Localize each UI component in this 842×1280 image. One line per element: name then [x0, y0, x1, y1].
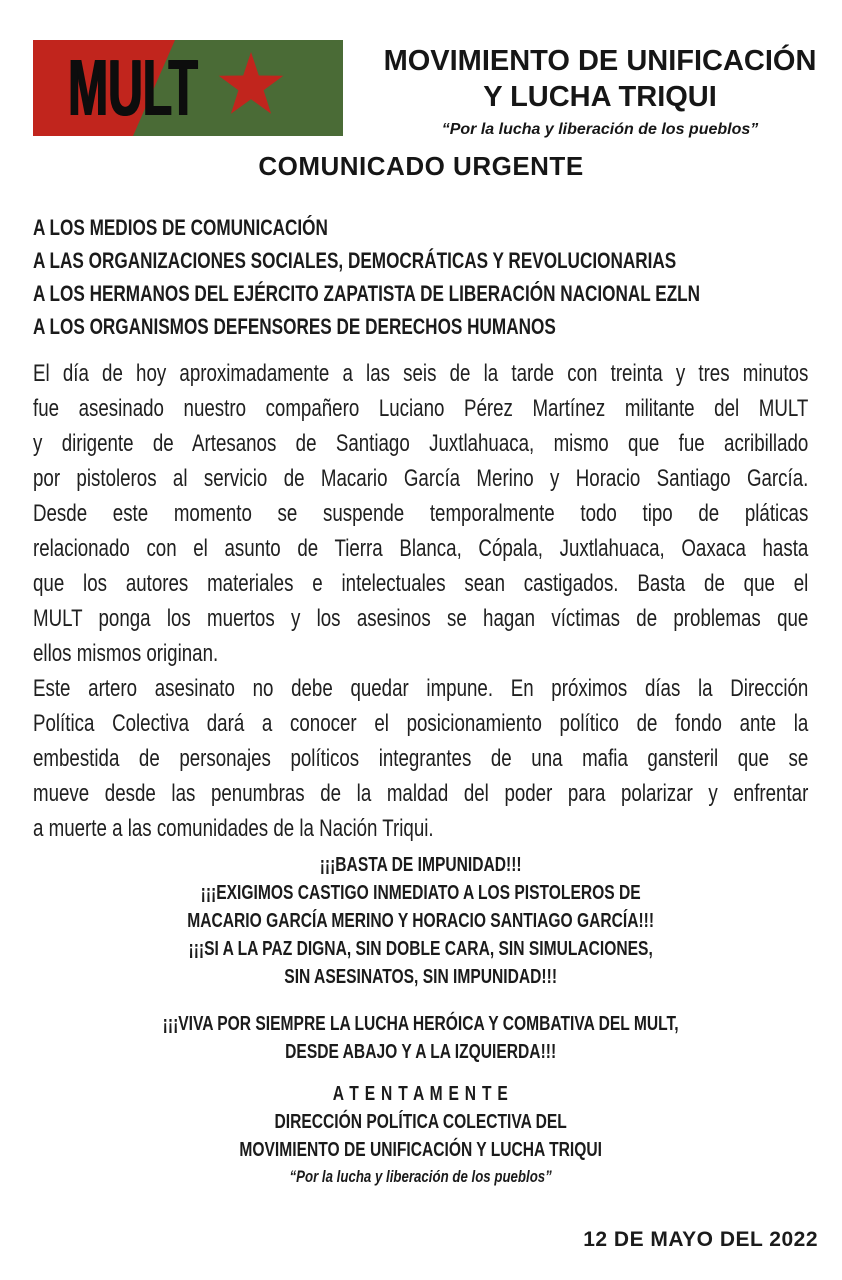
- body-line: y dirigente de Artesanos de Santiago Juxtlahuaca, mismo que fue acribillado: [33, 430, 809, 457]
- slogan-line: DESDE ABAJO Y A LA IZQUIERDA!!!: [285, 1041, 557, 1063]
- slogan-line: ¡¡¡SI A LA PAZ DIGNA, SIN DOBLE CARA, SIN SIMULACIONES,: [188, 938, 653, 960]
- mult-logo: [33, 40, 343, 136]
- addressee-line: A LOS MEDIOS DE COMUNICACIÓN: [33, 215, 328, 240]
- body-line: que los autores materiales e intelectuales sean castigados. Basta de que el: [33, 570, 809, 597]
- slogan-line: SIN ASESINATOS, SIN IMPUNIDAD!!!: [284, 966, 558, 988]
- body-line: Este artero asesinato no debe quedar impune. En próximos días la Dirección: [33, 675, 809, 702]
- body-line: fue asesinado nuestro compañero Luciano Pérez Martínez militante del MULT: [33, 395, 809, 422]
- org-motto: “Por la lucha y liberación de los pueblos”: [441, 121, 759, 138]
- body-line: a muerte a las comunidades de la Nación Triqui.: [33, 815, 434, 842]
- body-line: Política Colectiva dará a conocer el posicionamiento político de fondo ante la: [33, 710, 809, 737]
- signature-salutation: A T E N T A M E N T E: [332, 1083, 509, 1105]
- slogan-line: MACARIO GARCÍA MERINO Y HORACIO SANTIAGO GARCÍA!!!: [187, 910, 655, 932]
- document-date: 12 DE MAYO DEL 2022: [583, 1228, 818, 1251]
- addressee-line: A LOS ORGANISMOS DEFENSORES DE DERECHOS HUMANOS: [33, 314, 556, 339]
- org-title-block: [365, 43, 835, 139]
- signature-org-line1: DIRECCIÓN POLÍTICA COLECTIVA DEL: [274, 1111, 567, 1133]
- body-text: [33, 356, 808, 846]
- addressee-list: [33, 211, 808, 343]
- body-line: por pistoleros al servicio de Macario García Merino y Horacio Santiago García.: [33, 465, 809, 492]
- org-title-line2: Y LUCHA TRIQUI: [483, 81, 717, 113]
- org-title-line1: MOVIMIENTO DE UNIFICACIÓN: [383, 45, 817, 77]
- body-line: MULT ponga los muertos y los asesinos se hagan víctimas de problemas que: [33, 605, 809, 632]
- body-line: ellos mismos originan.: [33, 640, 219, 667]
- slogans-block-2: [33, 1010, 808, 1066]
- slogan-line: ¡¡¡VIVA POR SIEMPRE LA LUCHA HERÓICA Y COMBATIVA DEL MULT,: [162, 1013, 679, 1035]
- mult-logo-text: MULT: [68, 43, 198, 132]
- body-line: embestida de personajes políticos integrantes de una mafia gansteril que se: [33, 745, 809, 772]
- body-line: relacionado con el asunto de Tierra Blanca, Cópala, Juxtlahuaca, Oaxaca hasta: [33, 535, 809, 562]
- body-line: Desde este momento se suspende temporalmente todo tipo de pláticas: [33, 500, 809, 527]
- slogan-line: ¡¡¡BASTA DE IMPUNIDAD!!!: [319, 854, 522, 876]
- addressee-line: A LAS ORGANIZACIONES SOCIALES, DEMOCRÁTICAS Y REVOLUCIONARIAS: [33, 248, 677, 273]
- body-line: El día de hoy aproximadamente a las seis de la tarde con treinta y tres minutos: [33, 360, 809, 387]
- addressee-line: A LOS HERMANOS DEL EJÉRCITO ZAPATISTA DE LIBERACIÓN NACIONAL EZLN: [33, 281, 701, 306]
- body-line: mueve desde las penumbras de la maldad del poder para polarizar y enfrentar: [33, 780, 809, 807]
- signature-motto: “Por la lucha y liberación de los pueblos”: [289, 1167, 552, 1186]
- slogans-block-1: [33, 851, 808, 991]
- signature-block: [33, 1080, 808, 1190]
- slogan-line: ¡¡¡EXIGIMOS CASTIGO INMEDIATO A LOS PISTOLEROS DE: [200, 882, 641, 904]
- signature-org-line2: MOVIMIENTO DE UNIFICACIÓN Y LUCHA TRIQUI: [239, 1139, 602, 1161]
- comunicado-heading: COMUNICADO URGENTE: [258, 151, 584, 181]
